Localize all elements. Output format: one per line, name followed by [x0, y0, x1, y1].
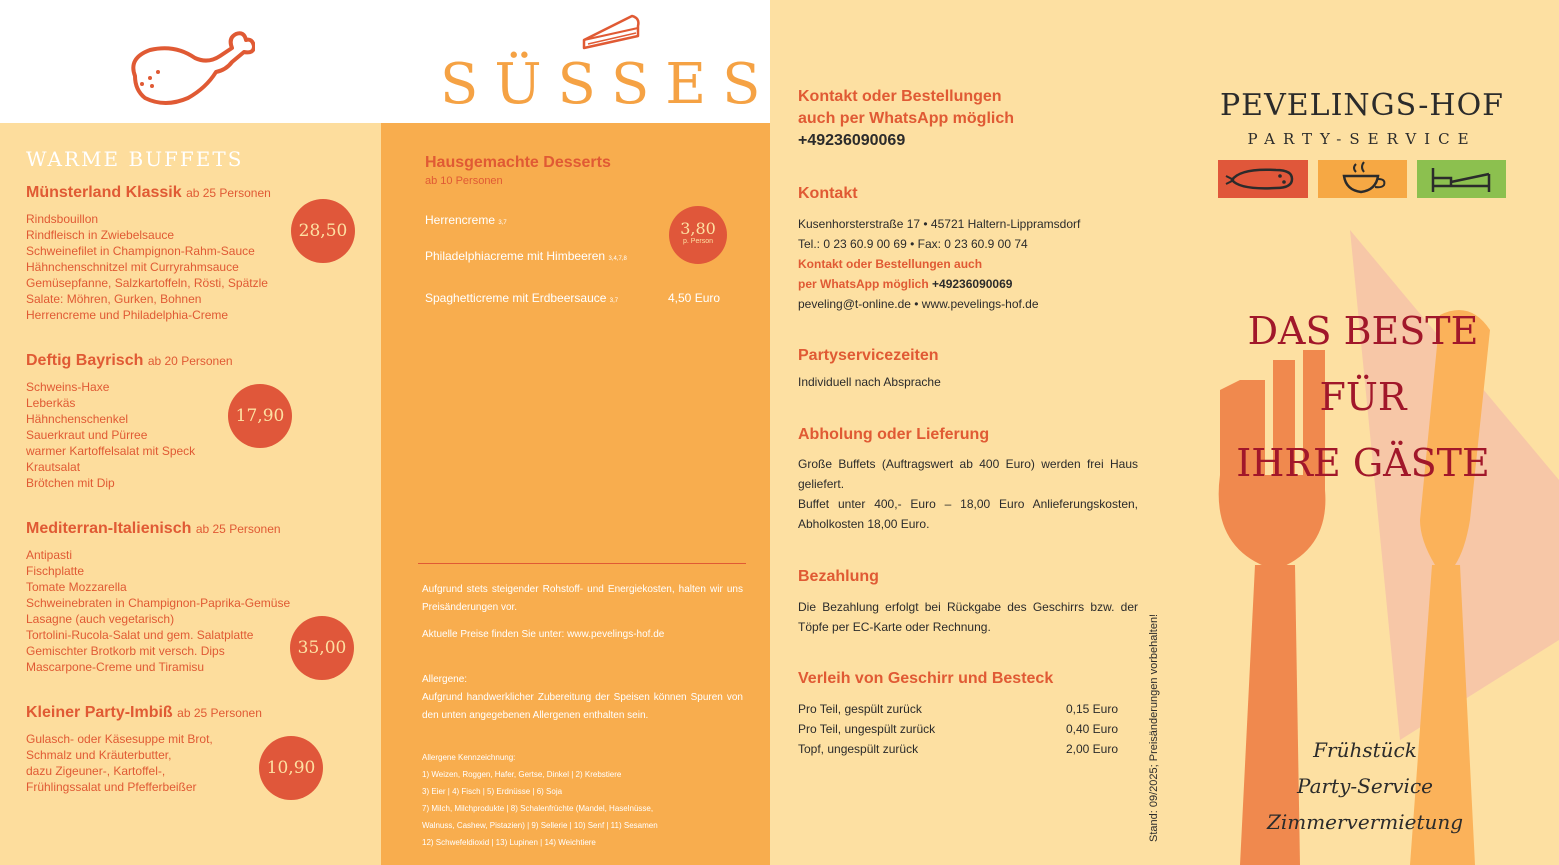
service-item: Frühstück: [1313, 738, 1417, 762]
divider: [418, 563, 746, 564]
allergens-key-line: Walnuss, Cashew, Pistazien) | 9) Sellerie | 10) Senf | 11) Sesamen: [422, 821, 658, 830]
list-item: Leberkäs: [26, 396, 76, 410]
slogan-line: FÜR: [1319, 375, 1407, 419]
price-badge: 17,90: [228, 384, 292, 448]
logo-tile-bed: [1417, 160, 1506, 198]
abholung-line: Große Buffets (Auftragswert ab 400 Euro) werden frei Haus geliefert.: [798, 457, 1138, 491]
contact-highlight: per WhatsApp möglich: [798, 277, 929, 291]
list-item: Rindsbouillon: [26, 212, 99, 226]
buffet-name: Mediterran-Italienisch: [26, 520, 192, 537]
buffet-list-muensterland: [26, 211, 268, 323]
whatsapp-number[interactable]: +49236090069: [798, 132, 906, 149]
allergens-key-title: Allergene Kennzeichnung:: [422, 753, 516, 762]
service-item: Party-Service: [1297, 774, 1433, 798]
list-item: Gemüsepfanne, Salzkartoffeln, Rösti, Spätzle: [26, 276, 268, 290]
abholung-text: [798, 454, 1138, 534]
cake-slice-icon: [578, 12, 642, 52]
buffet-list-party-imbiss: [26, 731, 213, 795]
slogan-line: IHRE GÄSTE: [1236, 441, 1490, 485]
verleih-price: 2,00 Euro: [1065, 742, 1118, 756]
verleih-table: [798, 699, 1118, 759]
whatsapp-line: auch per WhatsApp möglich: [798, 110, 1015, 127]
kontakt-details: [798, 214, 1080, 314]
sausage-icon: [1218, 160, 1308, 198]
allergen-code: 3,4,7,8: [608, 256, 627, 262]
desserts-persons: ab 10 Personen: [425, 175, 503, 187]
list-item: Tomate Mozzarella: [26, 580, 127, 594]
allergens-heading: Allergene:: [422, 674, 468, 685]
list-item: Frühlingssalat und Pfefferbeißer: [26, 780, 197, 794]
buffet-name: Münsterland Klassik: [26, 184, 182, 201]
kontakt-title: Kontakt: [798, 185, 858, 202]
allergen-code: 3,7: [498, 220, 507, 226]
allergens-key-line: 1) Weizen, Roggen, Hafer, Gertse, Dinkel | 2) Krebstiere: [422, 770, 622, 779]
list-item: Fischplatte: [26, 564, 85, 578]
verleih-label: Topf, ungespült zurück: [798, 742, 919, 756]
allergens-text: Aufgrund handwerklicher Zubereitung der Speisen können Spuren von den unten angegebenen Allergenen enthalten sein.: [422, 692, 743, 721]
verleih-price: 0,40 Euro: [1065, 722, 1118, 736]
table-row: [798, 739, 1118, 759]
buffet-title-party-imbiss: [26, 704, 262, 722]
abholung-title: Abholung oder Lieferung: [798, 426, 990, 443]
logo-subtitle: PARTY-SERVICE: [1247, 130, 1477, 148]
buffet-persons: ab 25 Personen: [186, 186, 271, 200]
table-row: [798, 699, 1118, 719]
zeiten-text: Individuell nach Absprache: [798, 375, 941, 389]
list-item: Tortolini-Rucola-Salat und gem. Salatplatte: [26, 628, 254, 642]
services-list: [1240, 732, 1490, 840]
list-item: Salate: Möhren, Gurken, Bohnen: [26, 292, 202, 306]
allergens-key: [422, 749, 752, 851]
list-item: Schweins-Haxe: [26, 380, 110, 394]
logo-tile-sausage: [1218, 160, 1308, 198]
list-item: Krautsalat: [26, 460, 81, 474]
buffet-name: Kleiner Party-Imbiß: [26, 704, 173, 721]
logo-tile-coffee: [1318, 160, 1407, 198]
allergens-key-line: 3) Eier | 4) Fisch | 5) Erdnüsse | 6) Soja: [422, 787, 563, 796]
service-item: Zimmervermietung: [1266, 810, 1464, 834]
table-row: [798, 719, 1118, 739]
bed-icon: [1417, 160, 1506, 198]
contact-highlight: Kontakt oder Bestellungen auch: [798, 257, 983, 271]
list-item: Schweinebraten in Champignon-Paprika-Gemüse: [26, 596, 291, 610]
dessert-item: [425, 213, 507, 227]
buffet-list-mediterran: [26, 547, 290, 675]
verleih-label: Pro Teil, ungespült zurück: [798, 722, 936, 736]
price-badge: 28,50: [291, 199, 355, 263]
slogan: [1218, 298, 1508, 496]
list-item: Lasagne (auch vegetarisch): [26, 612, 175, 626]
price-unit: p. Person: [683, 238, 713, 245]
price-value: 3,80: [680, 219, 716, 238]
bezahlung-text: Die Bezahlung erfolgt bei Rückgabe des Geschirrs bzw. der Töpfe per EC-Karte oder Rechnung.: [798, 600, 1138, 634]
dessert-item: [425, 291, 618, 305]
whatsapp-notice: [798, 86, 1014, 152]
allergens-info: [422, 671, 743, 725]
list-item: Brötchen mit Dip: [26, 476, 115, 490]
buffet-persons: ab 20 Personen: [147, 354, 233, 368]
buffet-title-muensterland: [26, 184, 271, 202]
whatsapp-line: Kontakt oder Bestellungen: [798, 88, 1002, 105]
abholung-line: Buffet unter 400,- Euro – 18,00 Euro Anlieferungskosten, Abholkosten 18,00 Euro.: [798, 497, 1138, 531]
list-item: Schmalz und Kräuterbutter,: [26, 748, 172, 762]
list-item: dazu Zigeuner-, Kartoffel-,: [26, 764, 166, 778]
buffet-title-mediterran: [26, 520, 281, 538]
address: Kusenhorsterstraße 17 • 45721 Haltern-Lippramsdorf: [798, 217, 1081, 231]
warm-buffets-title: WARME BUFFETS: [26, 147, 244, 171]
dessert-item: [425, 249, 627, 263]
price-badge: 35,00: [290, 616, 354, 680]
list-item: Gemischter Brotkorb mit versch. Dips: [26, 644, 225, 658]
allergens-key-line: 12) Schwefeldioxid | 13) Lupinen | 14) Weichtiere: [422, 838, 596, 847]
price-badge: [669, 206, 727, 264]
bezahlung-title: Bezahlung: [798, 568, 879, 585]
contact-number[interactable]: +49236090069: [932, 277, 1013, 291]
panel-desserts: [381, 0, 770, 865]
price-note: Aufgrund stets steigender Rohstoff- und Energiekosten, halten wir uns Preisänderungen vor.: [422, 584, 743, 613]
list-item: Mascarpone-Creme und Tiramisu: [26, 660, 205, 674]
allergen-code: 3,7: [609, 298, 619, 304]
list-item: Hähnchenschenkel: [26, 412, 129, 426]
buffet-list-bayrisch: [26, 379, 195, 491]
coffee-cup-icon: [1318, 160, 1407, 198]
price-badge: 10,90: [259, 736, 323, 800]
verleih-price: 0,15 Euro: [1065, 702, 1118, 716]
buffet-persons: ab 25 Personen: [195, 522, 281, 536]
list-item: Antipasti: [26, 548, 73, 562]
zeiten-title: Partyservicezeiten: [798, 347, 939, 364]
phone: Tel.: 0 23 60.9 00 69 • Fax: 0 23 60.9 00 74: [798, 237, 1028, 251]
dessert-name: Herrencreme: [425, 213, 496, 227]
verleih-title: Verleih von Geschirr und Besteck: [798, 670, 1054, 687]
logo-title: PEVELINGS-HOF: [1220, 88, 1504, 123]
stand-notice: Stand: 09/2025; Preisänderungen vorbehalten!: [1148, 613, 1160, 842]
buffet-persons: ab 25 Personen: [177, 706, 262, 720]
price-link-note: Aktuelle Preise finden Sie unter: www.pevelings-hof.de: [422, 629, 665, 640]
verleih-label: Pro Teil, gespült zurück: [798, 702, 922, 716]
desserts-section-title: SÜSSES: [440, 52, 777, 117]
list-item: Rindfleisch in Zwiebelsauce: [26, 228, 175, 242]
buffet-title-bayrisch: [26, 352, 233, 370]
list-item: warmer Kartoffelsalat mit Speck: [26, 444, 196, 458]
allergens-key-line: 7) Milch, Milchprodukte | 8) Schalenfrüchte (Mandel, Haselnüsse,: [422, 804, 654, 813]
list-item: Hähnchenschnitzel mit Curryrahmsauce: [26, 260, 239, 274]
dessert-price: 4,50 Euro: [668, 291, 721, 305]
dessert-name: Philadelphiacreme mit Himbeeren: [425, 249, 606, 263]
list-item: Sauerkraut und Pürree: [26, 428, 148, 442]
list-item: Gulasch- oder Käsesuppe mit Brot,: [26, 732, 213, 746]
buffet-name: Deftig Bayrisch: [26, 352, 144, 369]
chicken-leg-icon: [120, 28, 255, 110]
desserts-title: Hausgemachte Desserts: [425, 154, 611, 171]
list-item: Schweinefilet in Champignon-Rahm-Sauce: [26, 244, 255, 258]
dessert-name: Spaghetticreme mit Erdbeersauce: [425, 291, 607, 305]
slogan-line: DAS BESTE: [1247, 309, 1479, 353]
list-item: Herrencreme und Philadelphia-Creme: [26, 308, 229, 322]
email-web[interactable]: peveling@t-online.de • www.pevelings-hof.de: [798, 297, 1039, 311]
